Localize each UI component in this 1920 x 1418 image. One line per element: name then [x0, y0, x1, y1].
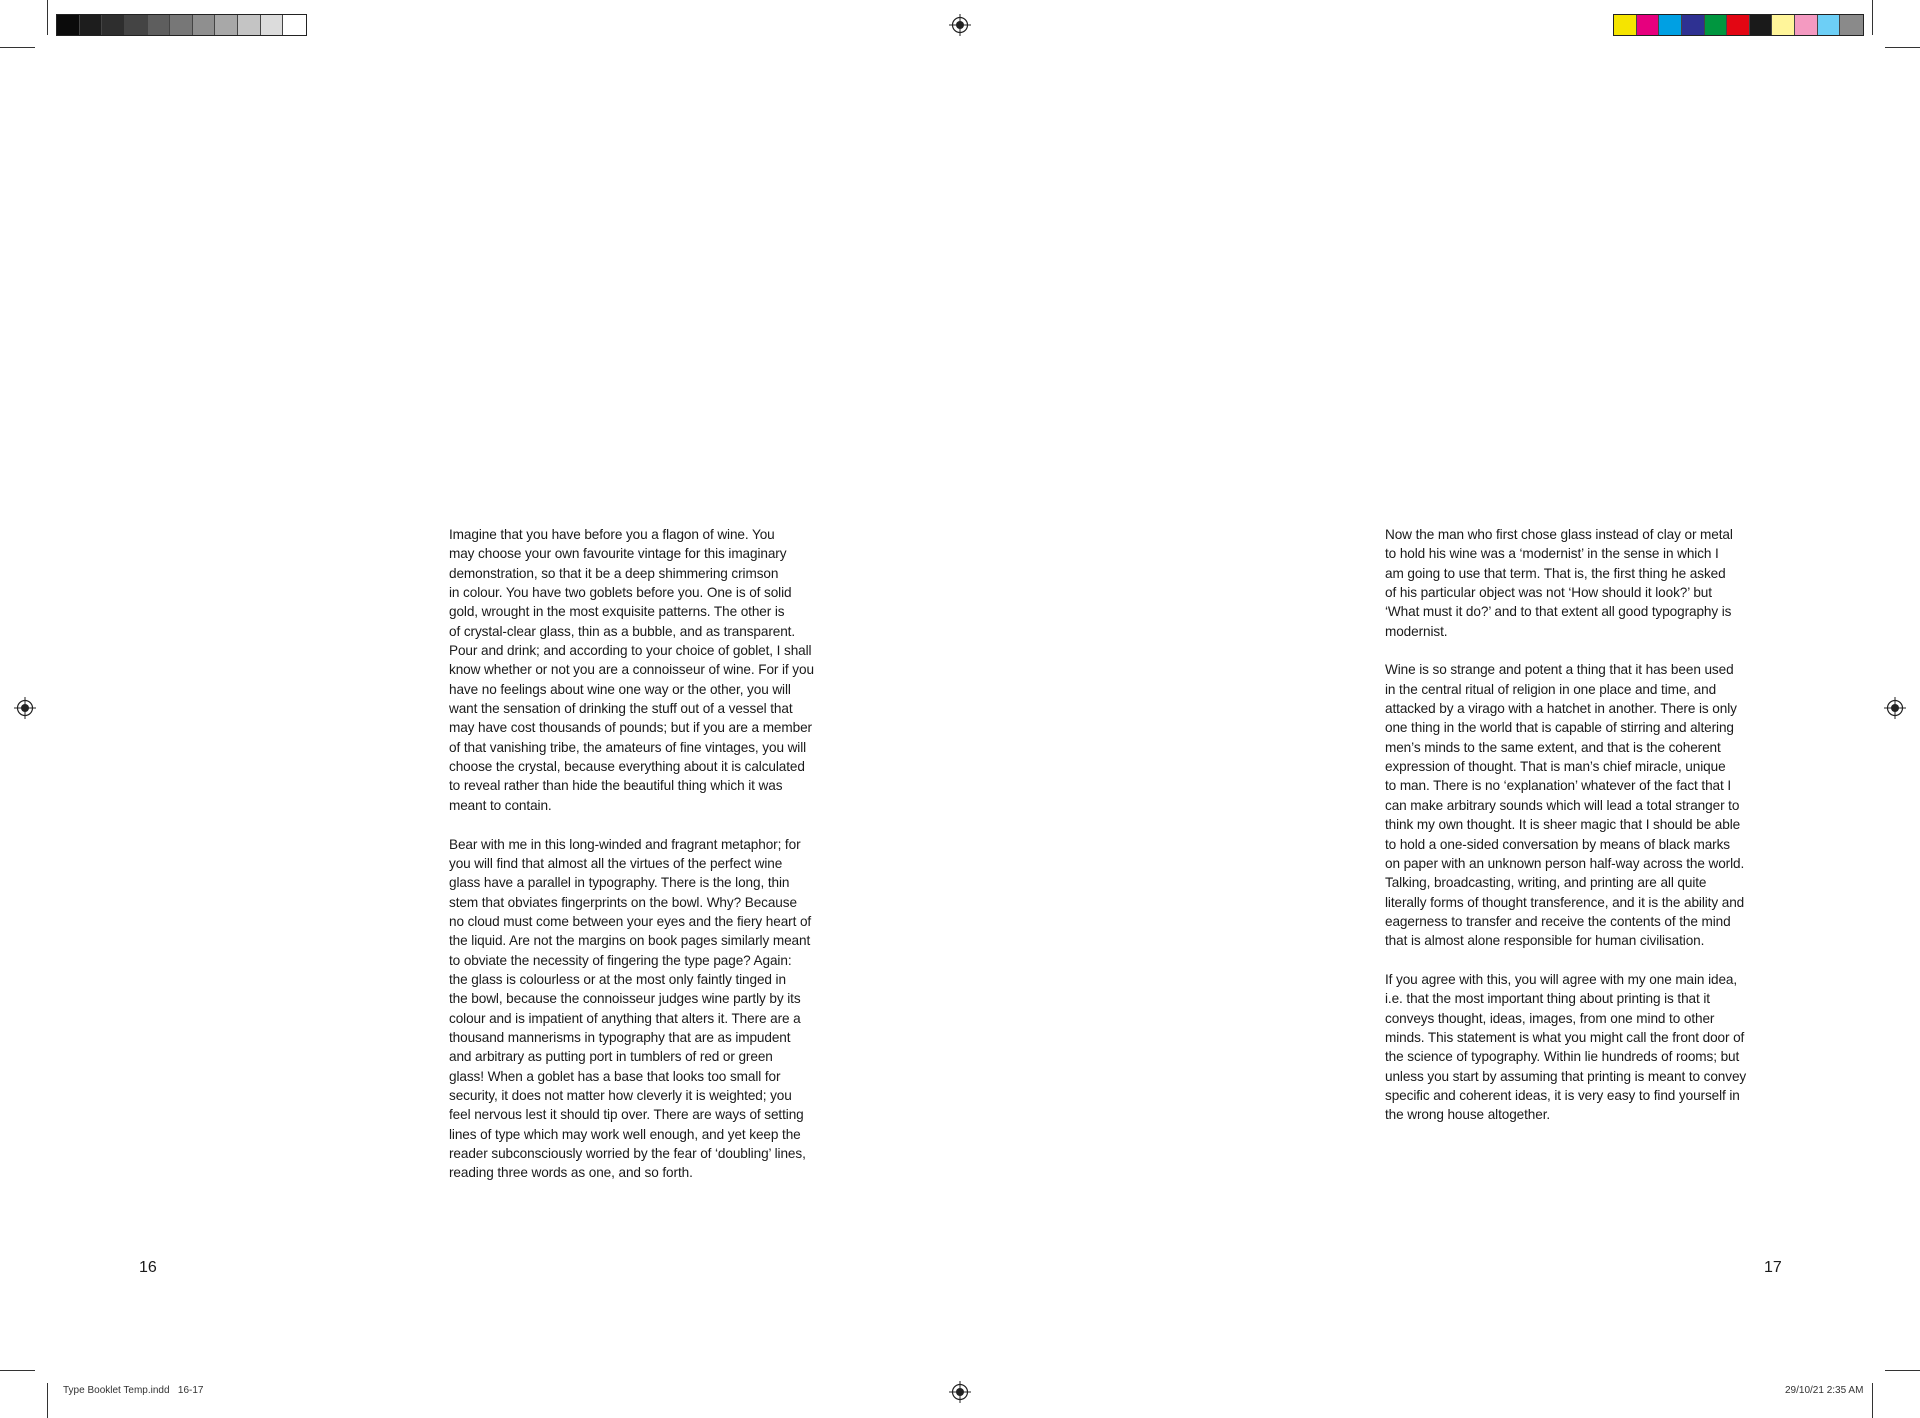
gray-swatch — [261, 15, 284, 35]
crop-mark — [47, 1383, 48, 1418]
color-swatch — [1637, 15, 1660, 35]
slug-page-range: 16-17 — [177, 1385, 204, 1396]
gray-swatch — [125, 15, 148, 35]
left-page-body-text — [449, 525, 849, 1202]
crop-mark — [47, 0, 48, 35]
color-swatch — [1727, 15, 1750, 35]
color-swatch — [1795, 15, 1818, 35]
color-swatch — [1840, 15, 1863, 35]
body-paragraph: Wine is so strange and potent a thing that it has been used in the central ritual of religion in one place and time, and attacked by a virago with a hatchet in another. There is only one thing in the world that is capable of stirring and altering men’s minds to the same extent, and that is the coherent expression of thought. That is man’s chief miracle, unique to man. There is no ‘explanation’ whatever of the fact that I can make arbitrary sounds which will lead a total stranger to think my own thought. It is sheer magic that I should be able to hold a one-sided conversation by means of black marks on paper with an unknown person half-way across the world. Talking, broadcasting, writing, and printing are all quite literally forms of thought transference, and it is the ability and eagerness to transfer and receive the contents of the mind that is almost alone responsible for human civilisation. — [1385, 662, 1745, 949]
page-number-left: 16 — [139, 1259, 157, 1276]
color-swatch — [1705, 15, 1728, 35]
right-page-body-text — [1385, 525, 1785, 1144]
page-number-right: 17 — [1764, 1259, 1782, 1276]
slug-info-right: 29/10/21 2:35 AM — [1785, 1385, 1864, 1396]
registration-mark-icon — [949, 14, 971, 36]
gray-swatch — [193, 15, 216, 35]
crop-mark — [1885, 47, 1920, 48]
color-swatch — [1659, 15, 1682, 35]
gray-swatch — [102, 15, 125, 35]
color-swatch — [1818, 15, 1841, 35]
slug-info-left — [63, 1385, 203, 1396]
slug-file-name: Type Booklet Temp.indd — [63, 1385, 170, 1396]
gray-swatch — [170, 15, 193, 35]
body-paragraph: If you agree with this, you will agree with my one main idea, i.e. that the most important thing about printing is that it conveys thought, ideas, images, from one mind to other minds. This statement is what you might call the front door of the science of typography. Within lie hundreds of rooms; but unless you start by assuming that printing is meant to convey specific and coherent ideas, it is very easy to find yourself in the wrong house altogether. — [1385, 971, 1747, 1123]
crop-mark — [1885, 1370, 1920, 1371]
crop-mark — [1872, 0, 1873, 35]
crop-mark — [0, 47, 35, 48]
color-swatch — [1614, 15, 1637, 35]
gray-swatch — [215, 15, 238, 35]
body-paragraph: Bear with me in this long-winded and fragrant metaphor; for you will find that almost all the virtues of the perfect wine glass have a parallel in typography. There is the long, thin stem that obviates fingerprints on the bowl. Why? Because no cloud must come between your eyes and the fiery heart of the liquid. Are not the margins on book pages similarly meant to obviate the necessity of fingering the type page? Again: the glass is colourless or at the most only faintly tinged in the bowl, because the connoisseur judges wine partly by its colour and is impatient of anything that alters it. There are a thousand mannerisms in typography that are as impudent and arbitrary as putting port in tumblers of red or green glass! When a goblet has a base that looks too small for security, it does not matter how cleverly it is weighted; you feel nervous lest it should tip over. There are ways of setting lines of type which may work well enough, and yet keep the reader subconsciously worried by the fear of ‘doubling’ lines, reading three words as one, and so forth. — [449, 836, 812, 1181]
color-swatch — [1750, 15, 1773, 35]
crop-mark — [1872, 1383, 1873, 1418]
gray-swatch — [283, 15, 306, 35]
color-swatch — [1682, 15, 1705, 35]
registration-mark-icon — [1884, 697, 1906, 719]
registration-mark-icon — [949, 1381, 971, 1403]
registration-mark-icon — [14, 697, 36, 719]
gray-swatch — [148, 15, 171, 35]
crop-mark — [0, 1370, 35, 1371]
gray-swatch — [57, 15, 80, 35]
color-swatch — [1772, 15, 1795, 35]
process-color-bar — [1613, 14, 1864, 36]
body-paragraph: Imagine that you have before you a flagon of wine. You may choose your own favourite vintage for this imaginary demonstration, so that it be a deep shimmering crimson in colour. You have two goblets before you. One is of solid gold, wrought in the most exquisite patterns. The other is of crystal-clear glass, thin as a bubble, and as transparent. Pour and drink; and according to your choice of goblet, I shall know whether or not you are a connoisseur of wine. For if you have no feelings about wine one way or the other, you will want the sensation of drinking the stuff out of a vessel that may have cost thousands of pounds; but if you are a member of that vanishing tribe, the amateurs of fine vintages, you will choose the crystal, because everything about it is calculated to reveal rather than hide the beautiful thing which it was meant to contain. — [449, 527, 814, 813]
gray-swatch — [80, 15, 103, 35]
grayscale-color-bar — [56, 14, 307, 36]
gray-swatch — [238, 15, 261, 35]
body-paragraph: Now the man who first chose glass instead of clay or metal to hold his wine was a ‘modernist’ in the sense in which I am going to use that term. That is, the first thing he asked of his particular object was not ‘How should it look?’ but ‘What must it do?’ and to that extent all good typography is modernist. — [1385, 527, 1733, 639]
